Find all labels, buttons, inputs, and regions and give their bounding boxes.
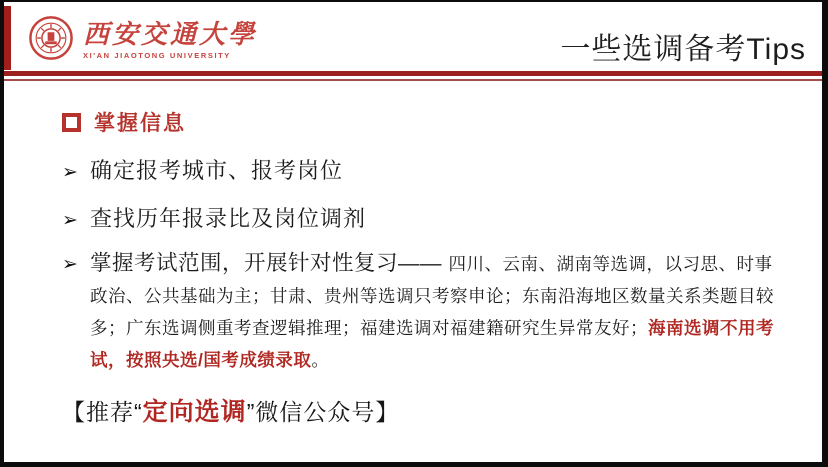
recommendation-highlight: 定向选调 xyxy=(142,398,247,426)
bullet3-period: 。 xyxy=(311,350,330,370)
bullet-item-2 xyxy=(62,202,788,233)
header xyxy=(4,2,822,71)
arrow-bullet-icon: ➢ xyxy=(62,254,78,275)
bullet3-lead-text: 掌握考试范围，开展针对性复习—— xyxy=(90,251,449,275)
bullet-item-1 xyxy=(62,154,788,185)
arrow-bullet-icon: ➢ xyxy=(62,210,78,231)
arrow-bullet-icon: ➢ xyxy=(62,162,78,183)
bullet-text-1: 确定报考城市、报考岗位 xyxy=(90,158,344,183)
recommendation-prefix: 【推荐“ xyxy=(62,399,143,425)
bullet3-highlight-text: 海南选调不用考试，按照央选/国考成绩录取 xyxy=(90,318,774,370)
section-title: 掌握信息 xyxy=(94,112,186,135)
bullet-text-2: 查找历年报录比及岗位调剂 xyxy=(90,206,367,231)
university-logo xyxy=(28,15,257,68)
bullet3-detail-text: 四川、云南、湖南等选调，以习思、时事政治、公共基础为主；甘肃、贵州等选调只考察申论；东南沿海地区数量关系类题目较多；广东选调侧重考查逻辑推理；福建选调对福建籍研究生异常友好； xyxy=(90,254,774,338)
university-name-cn: 西安交通大學 xyxy=(83,19,258,49)
bullet-item-3 xyxy=(62,248,788,376)
section-heading-row xyxy=(62,107,788,137)
content-area xyxy=(4,81,822,428)
university-name-en: XI'AN JIAOTONG UNIVERSITY xyxy=(83,50,231,60)
square-bullet-icon xyxy=(62,113,81,132)
recommendation-line xyxy=(62,392,788,428)
university-name-block xyxy=(83,19,258,60)
university-seal-icon xyxy=(28,15,74,66)
left-accent-bar xyxy=(4,6,11,70)
recommendation-suffix: ”微信公众号】 xyxy=(246,399,400,425)
page-title: 一些选调备考Tips xyxy=(560,33,806,66)
